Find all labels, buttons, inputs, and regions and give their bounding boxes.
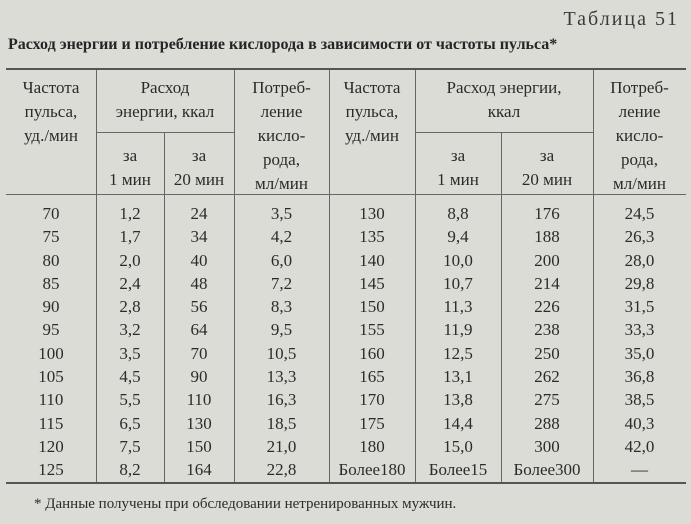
header-line: 20 мин bbox=[173, 170, 225, 189]
cell-oxygen-right: 28,0 bbox=[624, 250, 655, 270]
header-energy-right bbox=[415, 76, 593, 124]
table-row bbox=[6, 342, 686, 365]
cell-pulse-right: 140 bbox=[359, 250, 385, 270]
cell-pulse-right: Более180 bbox=[338, 460, 406, 480]
cell-pulse: 75 bbox=[42, 227, 60, 247]
header-bottom-rule bbox=[6, 194, 686, 195]
cell-oxygen-right: 38,5 bbox=[624, 390, 655, 410]
cell-oxygen-right: 29,8 bbox=[624, 273, 655, 293]
cell-pulse-right: 155 bbox=[359, 320, 385, 340]
cell-oxygen: 21,0 bbox=[266, 436, 297, 456]
cell-pulse-right: 135 bbox=[359, 227, 385, 247]
cell-energy-1-min: 7,5 bbox=[119, 436, 141, 456]
header-line: Расход энергии, bbox=[446, 78, 562, 97]
cell-energy-20-min-right: Более300 bbox=[513, 460, 581, 480]
cell-energy-20-min: 56 bbox=[190, 297, 208, 317]
cell-energy-20-min-right: 262 bbox=[534, 367, 560, 387]
cell-pulse-right: 130 bbox=[359, 204, 385, 223]
cell-energy-1-min: 1,7 bbox=[119, 227, 141, 247]
cell-energy-20-min: 34 bbox=[190, 227, 208, 247]
cell-oxygen: 16,3 bbox=[266, 390, 297, 410]
footnote: * Данные получены при обследовании нетренированных мужчин. bbox=[34, 496, 457, 512]
cell-oxygen-right: 42,0 bbox=[624, 436, 655, 456]
cell-oxygen-right: 35,0 bbox=[624, 343, 655, 363]
cell-energy-20-min-right: 226 bbox=[534, 297, 560, 317]
table-row bbox=[6, 435, 686, 458]
table-number: Таблица 51 bbox=[563, 8, 679, 30]
cell-energy-1-min-right: 11,9 bbox=[443, 320, 473, 340]
header-per-1-min-right bbox=[415, 144, 501, 192]
cell-energy-1-min-right: Более15 bbox=[428, 460, 488, 480]
cell-energy-1-min: 2,0 bbox=[119, 250, 141, 270]
cell-oxygen: 18,5 bbox=[266, 413, 297, 433]
cell-pulse: 80 bbox=[42, 250, 60, 270]
cell-energy-1-min-right: 15,0 bbox=[443, 436, 473, 456]
cell-energy-20-min: 48 bbox=[190, 273, 208, 293]
cell-oxygen: 22,8 bbox=[266, 460, 297, 480]
table-row bbox=[6, 318, 686, 341]
cell-oxygen-right: — bbox=[631, 460, 648, 480]
cell-energy-1-min-right: 10,0 bbox=[443, 250, 473, 270]
cell-energy-20-min-right: 214 bbox=[534, 273, 560, 293]
cell-pulse: 115 bbox=[38, 413, 64, 433]
cell-pulse: 90 bbox=[42, 297, 60, 317]
cell-pulse-right: 150 bbox=[359, 297, 385, 317]
cell-pulse: 110 bbox=[38, 390, 64, 410]
table-row bbox=[6, 225, 686, 248]
cell-energy-20-min-right: 250 bbox=[534, 343, 560, 363]
table-row bbox=[6, 458, 686, 481]
cell-energy-20-min-right: 300 bbox=[534, 436, 560, 456]
cell-energy-1-min-right: 9,4 bbox=[447, 227, 469, 247]
table-row bbox=[6, 388, 686, 411]
header-oxygen bbox=[234, 76, 329, 196]
cell-energy-1-min-right: 10,7 bbox=[443, 273, 473, 293]
cell-pulse-right: 160 bbox=[359, 343, 385, 363]
table-row bbox=[6, 272, 686, 295]
header-line: ккал bbox=[487, 102, 521, 121]
cell-energy-1-min-right: 13,1 bbox=[443, 367, 473, 387]
header-line: уд./мин bbox=[344, 126, 399, 145]
cell-energy-1-min: 3,5 bbox=[119, 343, 141, 363]
header-per-1-min bbox=[96, 144, 164, 192]
cell-pulse-right: 170 bbox=[359, 390, 385, 410]
cell-oxygen-right: 31,5 bbox=[624, 297, 655, 317]
cell-energy-1-min-right: 8,8 bbox=[447, 204, 469, 223]
header-line: Частота bbox=[343, 78, 401, 97]
cell-energy-1-min-right: 14,4 bbox=[443, 413, 473, 433]
header-line: за bbox=[191, 146, 207, 165]
cell-energy-1-min-right: 13,8 bbox=[443, 390, 473, 410]
cell-energy-20-min: 64 bbox=[190, 320, 208, 340]
table-row bbox=[6, 249, 686, 272]
cell-energy-20-min: 130 bbox=[186, 413, 212, 433]
header-line: рода, bbox=[621, 150, 658, 169]
cell-pulse: 85 bbox=[42, 273, 60, 293]
cell-energy-20-min-right: 238 bbox=[534, 320, 560, 340]
header-pulse bbox=[6, 76, 96, 148]
cell-pulse-right: 165 bbox=[359, 367, 385, 387]
cell-oxygen: 3,5 bbox=[270, 204, 293, 223]
cell-oxygen: 13,3 bbox=[266, 367, 297, 387]
header-line: рода, bbox=[263, 150, 300, 169]
header-line: ление bbox=[260, 102, 303, 121]
cell-energy-1-min: 4,5 bbox=[119, 367, 141, 387]
header-line: 20 мин bbox=[521, 170, 573, 189]
cell-energy-20-min: 24 bbox=[190, 204, 208, 223]
cell-energy-20-min-right: 200 bbox=[534, 250, 560, 270]
cell-energy-20-min-right: 275 bbox=[534, 390, 560, 410]
cell-pulse: 120 bbox=[38, 436, 64, 456]
cell-oxygen-right: 40,3 bbox=[624, 413, 655, 433]
cell-energy-20-min: 150 bbox=[186, 436, 212, 456]
cell-energy-1-min: 8,2 bbox=[119, 460, 141, 480]
cell-oxygen: 10,5 bbox=[266, 343, 297, 363]
table-row bbox=[6, 202, 686, 225]
cell-energy-20-min-right: 288 bbox=[534, 413, 560, 433]
header-line: пульса, bbox=[345, 102, 399, 121]
header-line: за bbox=[450, 146, 466, 165]
header-line: энергии, ккал bbox=[115, 102, 215, 121]
header-line: уд./мин bbox=[23, 126, 78, 145]
cell-pulse-right: 180 bbox=[359, 436, 385, 456]
header-line: 1 мин bbox=[437, 170, 479, 189]
header-line: 1 мин bbox=[109, 170, 151, 189]
header-line: Потреб- bbox=[610, 78, 669, 97]
cell-energy-1-min: 2,8 bbox=[119, 297, 141, 317]
cell-pulse-right: 175 bbox=[359, 413, 385, 433]
cell-oxygen: 8,3 bbox=[270, 297, 293, 317]
header-line: кисло- bbox=[257, 126, 306, 145]
cell-energy-1-min: 5,5 bbox=[119, 390, 141, 410]
cell-pulse-right: 145 bbox=[359, 273, 385, 293]
header-line: кисло- bbox=[615, 126, 664, 145]
header-line: пульса, bbox=[24, 102, 78, 121]
cell-energy-20-min: 90 bbox=[190, 367, 208, 387]
cell-oxygen-right: 26,3 bbox=[624, 227, 655, 247]
cell-pulse: 125 bbox=[38, 460, 64, 480]
header-pulse-right bbox=[329, 76, 415, 148]
cell-pulse: 95 bbox=[42, 320, 60, 340]
cell-pulse: 70 bbox=[42, 204, 60, 223]
cell-oxygen-right: 33,3 bbox=[624, 320, 655, 340]
cell-energy-1-min: 2,4 bbox=[119, 273, 141, 293]
header-line: мл/мин bbox=[255, 174, 308, 193]
cell-energy-1-min: 1,2 bbox=[119, 204, 141, 223]
cell-energy-20-min: 164 bbox=[186, 460, 212, 480]
data-table bbox=[6, 68, 686, 484]
header-oxygen-right bbox=[593, 76, 686, 196]
header-line: Частота bbox=[22, 78, 80, 97]
cell-energy-20-min-right: 176 bbox=[534, 204, 560, 223]
cell-energy-20-min: 70 bbox=[190, 343, 208, 363]
cell-energy-1-min: 6,5 bbox=[119, 413, 141, 433]
cell-oxygen-right: 36,8 bbox=[624, 367, 655, 387]
header-line: Расход bbox=[140, 78, 190, 97]
header-per-20-min-right bbox=[501, 144, 593, 192]
cell-pulse: 105 bbox=[38, 367, 64, 387]
cell-pulse: 100 bbox=[38, 343, 64, 363]
table-body bbox=[6, 202, 686, 482]
header-divider bbox=[415, 132, 593, 133]
cell-oxygen: 6,0 bbox=[270, 250, 293, 270]
header-divider bbox=[96, 132, 234, 133]
header-line: за bbox=[539, 146, 555, 165]
cell-oxygen: 4,2 bbox=[270, 227, 293, 247]
cell-oxygen: 7,2 bbox=[270, 273, 293, 293]
cell-energy-1-min-right: 12,5 bbox=[443, 343, 473, 363]
header-line: за bbox=[122, 146, 138, 165]
cell-oxygen: 9,5 bbox=[270, 320, 293, 340]
cell-energy-20-min-right: 188 bbox=[534, 227, 560, 247]
header-line: мл/мин bbox=[613, 174, 666, 193]
table-row bbox=[6, 365, 686, 388]
cell-oxygen-right: 24,5 bbox=[624, 204, 655, 223]
cell-energy-1-min: 3,2 bbox=[119, 320, 141, 340]
table-title: Расход энергии и потребление кислорода в зависимости от частоты пульса* bbox=[8, 36, 558, 53]
header-per-20-min bbox=[164, 144, 234, 192]
cell-energy-1-min-right: 11,3 bbox=[443, 297, 473, 317]
header-energy bbox=[96, 76, 234, 124]
header-line: ление bbox=[618, 102, 661, 121]
cell-energy-20-min: 110 bbox=[186, 390, 212, 410]
header-line: Потреб- bbox=[252, 78, 311, 97]
cell-energy-20-min: 40 bbox=[190, 250, 208, 270]
table-row bbox=[6, 295, 686, 318]
table-row bbox=[6, 412, 686, 435]
